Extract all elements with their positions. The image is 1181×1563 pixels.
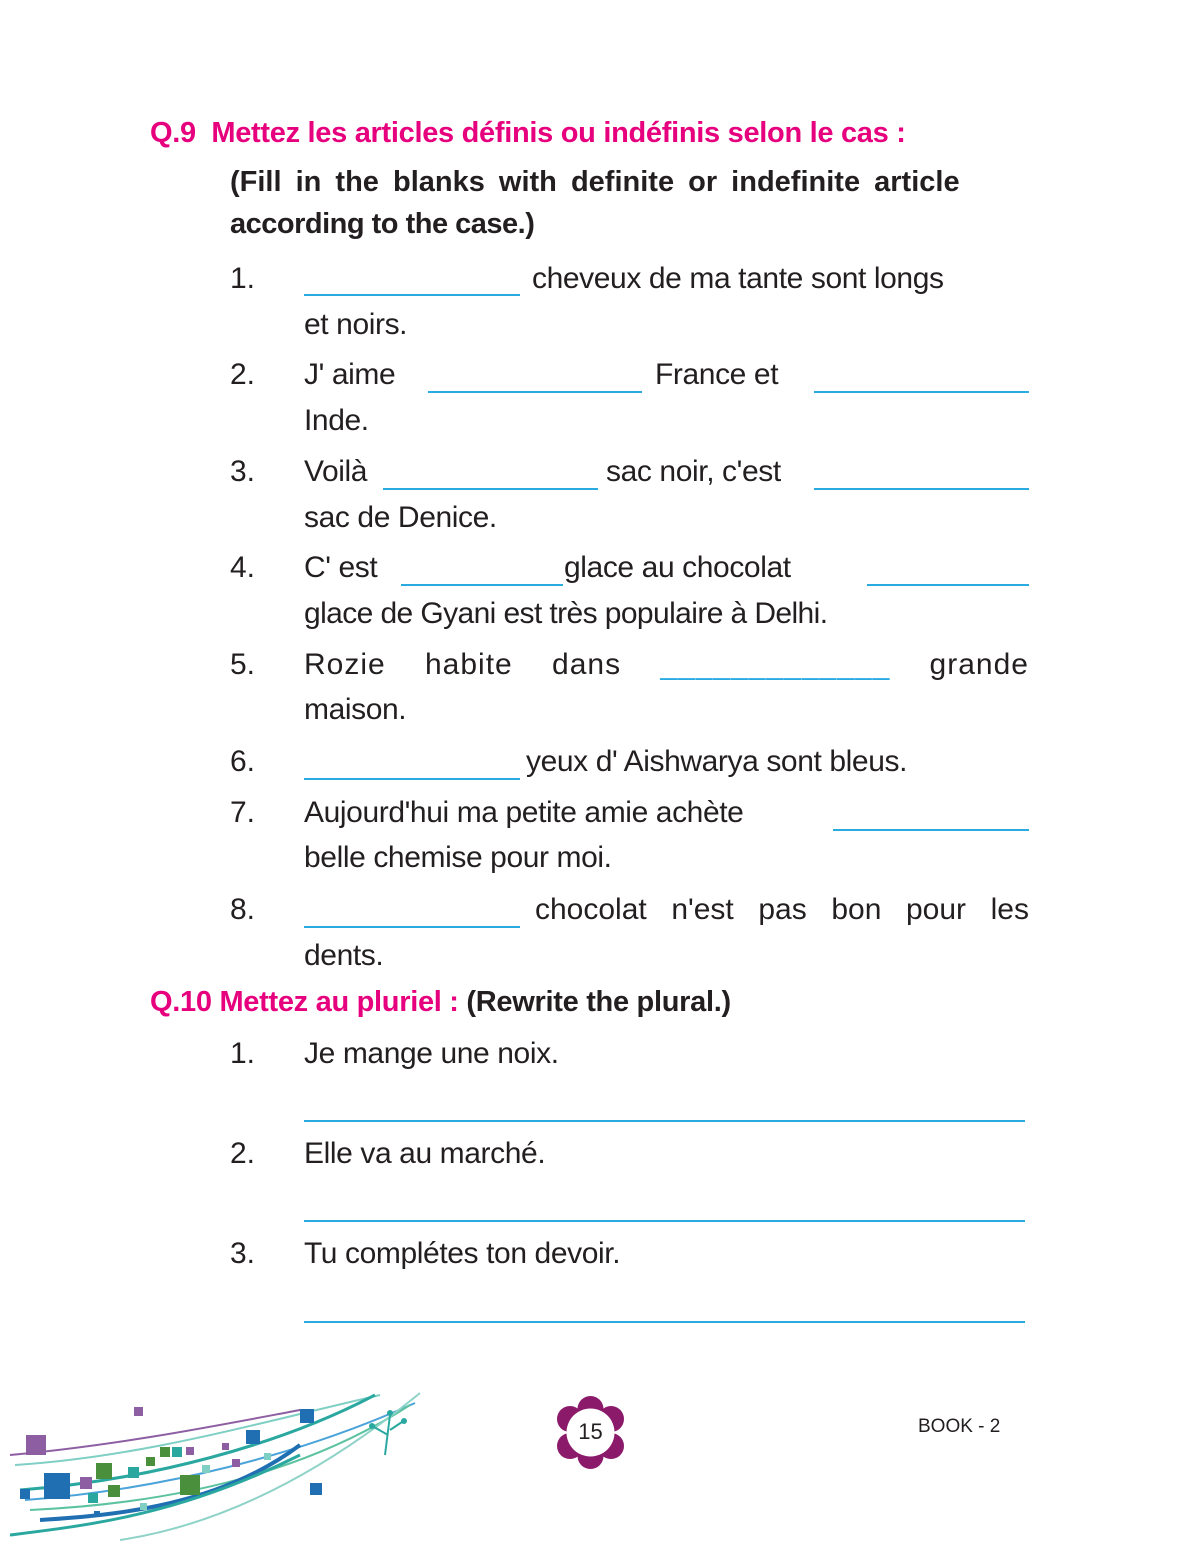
q10-label: Q.10 — [150, 986, 212, 1018]
q10-item-2-answer-line[interactable] — [304, 1220, 1025, 1222]
q10-item-3-text: Tu complétes ton devoir. — [304, 1237, 621, 1270]
q9-item-7-continuation: belle chemise pour moi. — [304, 841, 612, 874]
q9-item-2-blank-2[interactable] — [814, 391, 1029, 393]
q9-item-6-blank[interactable] — [304, 778, 520, 780]
q9-subtitle-line2: according to the case.) — [230, 208, 535, 240]
q9-item-4-text-b: glace au chocolat — [564, 551, 791, 584]
q9-item-2-continuation: Inde. — [304, 404, 369, 437]
q9-item-8-text: chocolat n'est pas bon pour les — [535, 893, 1029, 926]
q9-item-4-continuation: glace de Gyani est très populaire à Delhi. — [304, 597, 828, 630]
q9-item-4-blank-2[interactable] — [867, 584, 1029, 586]
q10-item-2-number: 2. — [230, 1137, 256, 1170]
q9-item-5-word-2: habite — [424, 648, 513, 681]
q9-item-5-word-4: grande — [929, 648, 1029, 681]
q9-item-5-blank[interactable]: _____________ — [660, 648, 891, 681]
q9-item-3-blank-1[interactable] — [383, 488, 598, 490]
q9-item-5-word-1: Rozie — [304, 648, 386, 681]
q10-item-1-text: Je mange une noix. — [304, 1037, 559, 1070]
q9-item-1-text: cheveux de ma tante sont longs — [532, 262, 944, 295]
q9-label: Q.9 — [150, 117, 196, 149]
q10-item-1-answer-line[interactable] — [304, 1120, 1025, 1122]
q10-item-2-text: Elle va au marché. — [304, 1137, 546, 1170]
q9-item-6-number: 6. — [230, 745, 256, 778]
page-number-badge — [553, 1395, 628, 1470]
q9-item-5-continuation: maison. — [304, 693, 407, 726]
q9-item-6-text: yeux d' Aishwarya sont bleus. — [526, 745, 908, 778]
q9-item-2-text-a: J' aime — [304, 358, 396, 391]
q9-item-8-number: 8. — [230, 893, 256, 926]
q9-item-5-line — [304, 648, 1029, 682]
q10-title: Mettez au pluriel : — [219, 986, 459, 1018]
q9-item-7-blank[interactable] — [833, 829, 1029, 831]
q9-item-2-text-b: France et — [655, 358, 779, 391]
q10-subtitle: (Rewrite the plural.) — [466, 986, 731, 1018]
decorative-swoosh-graphic — [0, 1385, 440, 1545]
q9-heading — [150, 117, 906, 150]
q9-item-1-blank[interactable] — [304, 294, 520, 296]
q10-heading — [150, 986, 731, 1019]
q9-item-7-text: Aujourd'hui ma petite amie achète — [304, 796, 744, 829]
q9-item-4-blank-1[interactable] — [401, 584, 563, 586]
q9-item-8-blank[interactable] — [304, 926, 520, 928]
q9-subtitle-line1: (Fill in the blanks with definite or indefinite article — [230, 166, 960, 198]
book-label: BOOK - 2 — [918, 1416, 1001, 1437]
page-number: 15 — [578, 1419, 603, 1444]
q9-item-3-blank-2[interactable] — [814, 488, 1029, 490]
q10-item-3-answer-line[interactable] — [304, 1321, 1025, 1323]
q9-item-3-number: 3. — [230, 455, 256, 488]
q10-item-3-number: 3. — [230, 1237, 256, 1270]
q9-item-4-number: 4. — [230, 551, 256, 584]
q9-item-3-text-b: sac noir, c'est — [606, 455, 781, 488]
q9-item-5-word-3: dans — [552, 648, 622, 681]
q9-item-7-number: 7. — [230, 796, 256, 829]
q9-item-2-blank-1[interactable] — [428, 391, 642, 393]
q9-item-2-number: 2. — [230, 358, 256, 391]
q10-item-1-number: 1. — [230, 1037, 256, 1070]
q9-item-1-number: 1. — [230, 262, 256, 295]
q9-item-5-number: 5. — [230, 648, 256, 681]
q9-item-3-continuation: sac de Denice. — [304, 501, 497, 534]
q9-item-1-continuation: et noirs. — [304, 308, 408, 341]
q9-item-3-text-a: Voilà — [304, 455, 368, 488]
q9-instructions — [230, 166, 1030, 241]
q9-item-4-text-a: C' est — [304, 551, 378, 584]
q9-item-8-continuation: dents. — [304, 939, 384, 972]
q9-title: Mettez les articles définis ou indéfinis selon le cas : — [211, 117, 906, 149]
